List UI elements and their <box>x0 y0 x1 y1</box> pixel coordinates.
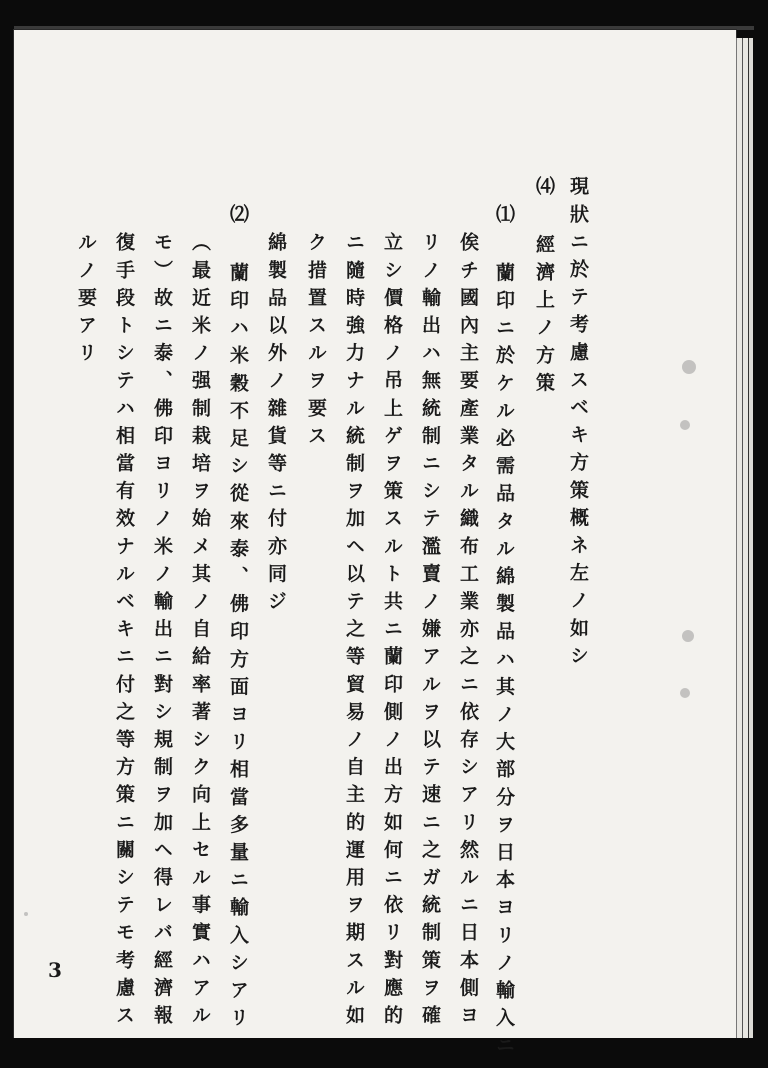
text-column-2: ⑷ 經濟上ノ方策 <box>533 176 555 400</box>
page-bottom-edge <box>0 1038 768 1068</box>
scan-speck <box>680 688 690 698</box>
scan-speck <box>680 420 690 430</box>
text-column-9: 綿製品以外ノ雜貨等ニ付亦同ジ <box>265 232 287 619</box>
page-edge <box>748 38 753 1038</box>
text-column-10: ⑵ 蘭印ハ米穀不足シ從來泰、佛印方面ヨリ相當多量ニ輸入シアリ <box>227 204 249 1035</box>
text-column-8: ク措置スルヲ要ス <box>305 232 327 453</box>
text-column-3: ⑴ 蘭印ニ於ケル必需品タル綿製品ハ其ノ大部分ヲ日本ヨリノ輸入ニ <box>493 204 515 1063</box>
text-column-11: （最近米ノ强制栽培ヲ始メ其ノ自給率著シク向上セル事實ハアル <box>189 232 211 1033</box>
text-column-1: 現狀ニ於テ考慮スベキ方策概ネ左ノ如シ <box>567 176 589 673</box>
text-column-12: モ）故ニ泰、佛印ヨリノ米ノ輸出ニ對シ規制ヲ加ヘ得レバ經濟報 <box>151 232 173 1033</box>
text-column-4: 俟チ國內主要產業タル織布工業亦之ニ依存シアリ然ルニ日本側ヨ <box>457 232 479 1033</box>
scan-speck <box>24 912 28 916</box>
scan-speck <box>682 630 694 642</box>
text-column-7: ニ隨時強力ナル統制ヲ加ヘ以テ之等貿易ノ自主的運用ヲ期スル如 <box>343 232 365 1033</box>
page-number: 3 <box>48 958 62 982</box>
text-column-5: リノ輸出ハ無統制ニシテ濫賣ノ嫌アルヲ以テ速ニ之ガ統制策ヲ確 <box>419 232 441 1033</box>
scan-speck <box>682 360 696 374</box>
text-column-6: 立シ價格ノ吊上ゲヲ策スルト共ニ蘭印側ノ出方如何ニ依リ對應的 <box>381 232 403 1033</box>
text-column-13: 復手段トシテハ相當有效ナルベキニ付之等方策ニ關シテモ考慮ス <box>113 232 135 1033</box>
text-column-14: ルノ要アリ <box>75 232 97 370</box>
